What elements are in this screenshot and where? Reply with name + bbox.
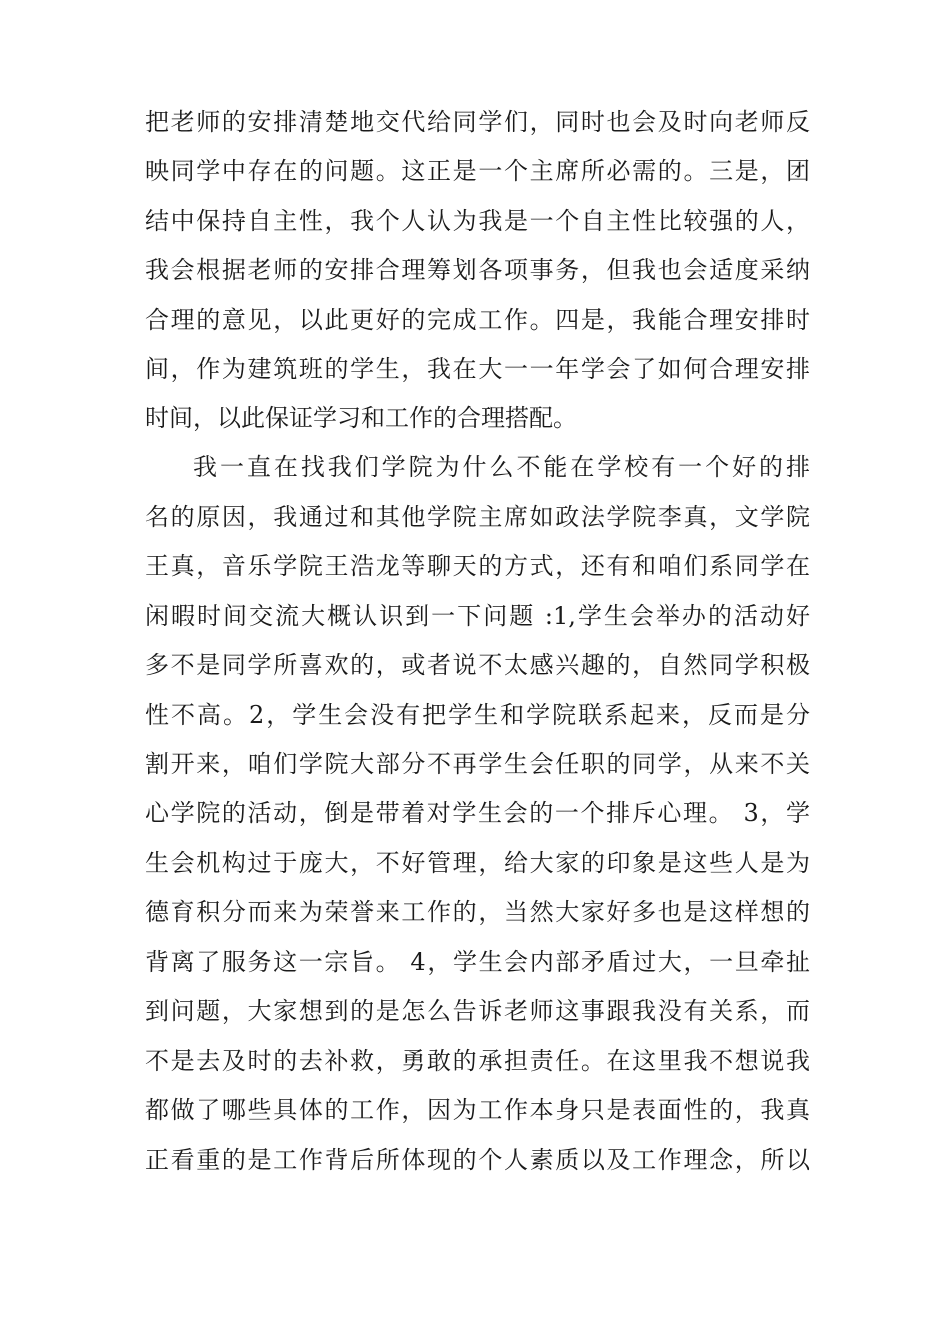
text-line: 合理的意见，以此更好的完成工作。四是，我能合理安排时	[145, 306, 810, 334]
text-line: 生会机构过于庞大，不好管理，给大家的印象是这些人是为	[145, 849, 810, 877]
text-line: 心学院的活动，倒是带着对学生会的一个排斥心理。 3，学	[145, 799, 810, 827]
text-line: 闲暇时间交流大概认识到一下问题 :1,学生会举办的活动好	[145, 602, 810, 630]
text-line: 到问题，大家想到的是怎么告诉老师这事跟我没有关系，而	[145, 997, 810, 1025]
text-line: 正看重的是工作背后所体现的个人素质以及工作理念，所以	[145, 1146, 810, 1174]
text-line: 结中保持自主性，我个人认为我是一个自主性比较强的人，	[145, 207, 810, 235]
text-line: 割开来，咱们学院大部分不再学生会任职的同学，从来不关	[145, 750, 810, 778]
document-body	[145, 0, 810, 1344]
text-line: 多不是同学所喜欢的，或者说不太感兴趣的，自然同学积极	[145, 651, 810, 679]
text-line: 映同学中存在的问题。这正是一个主席所必需的。三是，团	[145, 157, 810, 185]
text-line: 把老师的安排清楚地交代给同学们，同时也会及时向老师反	[145, 108, 810, 136]
text-line: 不是去及时的去补救，勇敢的承担责任。在这里我不想说我	[145, 1047, 810, 1075]
text-line: 时间，以此保证学习和工作的合理搭配。	[145, 404, 577, 432]
text-line: 性不高。2，学生会没有把学生和学院联系起来，反而是分	[145, 701, 810, 729]
text-line: 间，作为建筑班的学生，我在大一一年学会了如何合理安排	[145, 355, 810, 383]
text-line: 都做了哪些具体的工作，因为工作本身只是表面性的，我真	[145, 1096, 810, 1124]
text-line: 德育积分而来为荣誉来工作的，当然大家好多也是这样想的	[145, 898, 810, 926]
text-line: 背离了服务这一宗旨。 4，学生会内部矛盾过大，一旦牵扯	[145, 948, 810, 976]
text-line: 王真，音乐学院王浩龙等聊天的方式，还有和咱们系同学在	[145, 552, 810, 580]
text-line: 名的原因，我通过和其他学院主席如政法学院李真，文学院	[145, 503, 810, 531]
text-line: 我会根据老师的安排合理筹划各项事务，但我也会适度采纳	[145, 256, 810, 284]
paragraph-first-line: 我一直在找我们学院为什么不能在学校有一个好的排	[193, 453, 810, 481]
